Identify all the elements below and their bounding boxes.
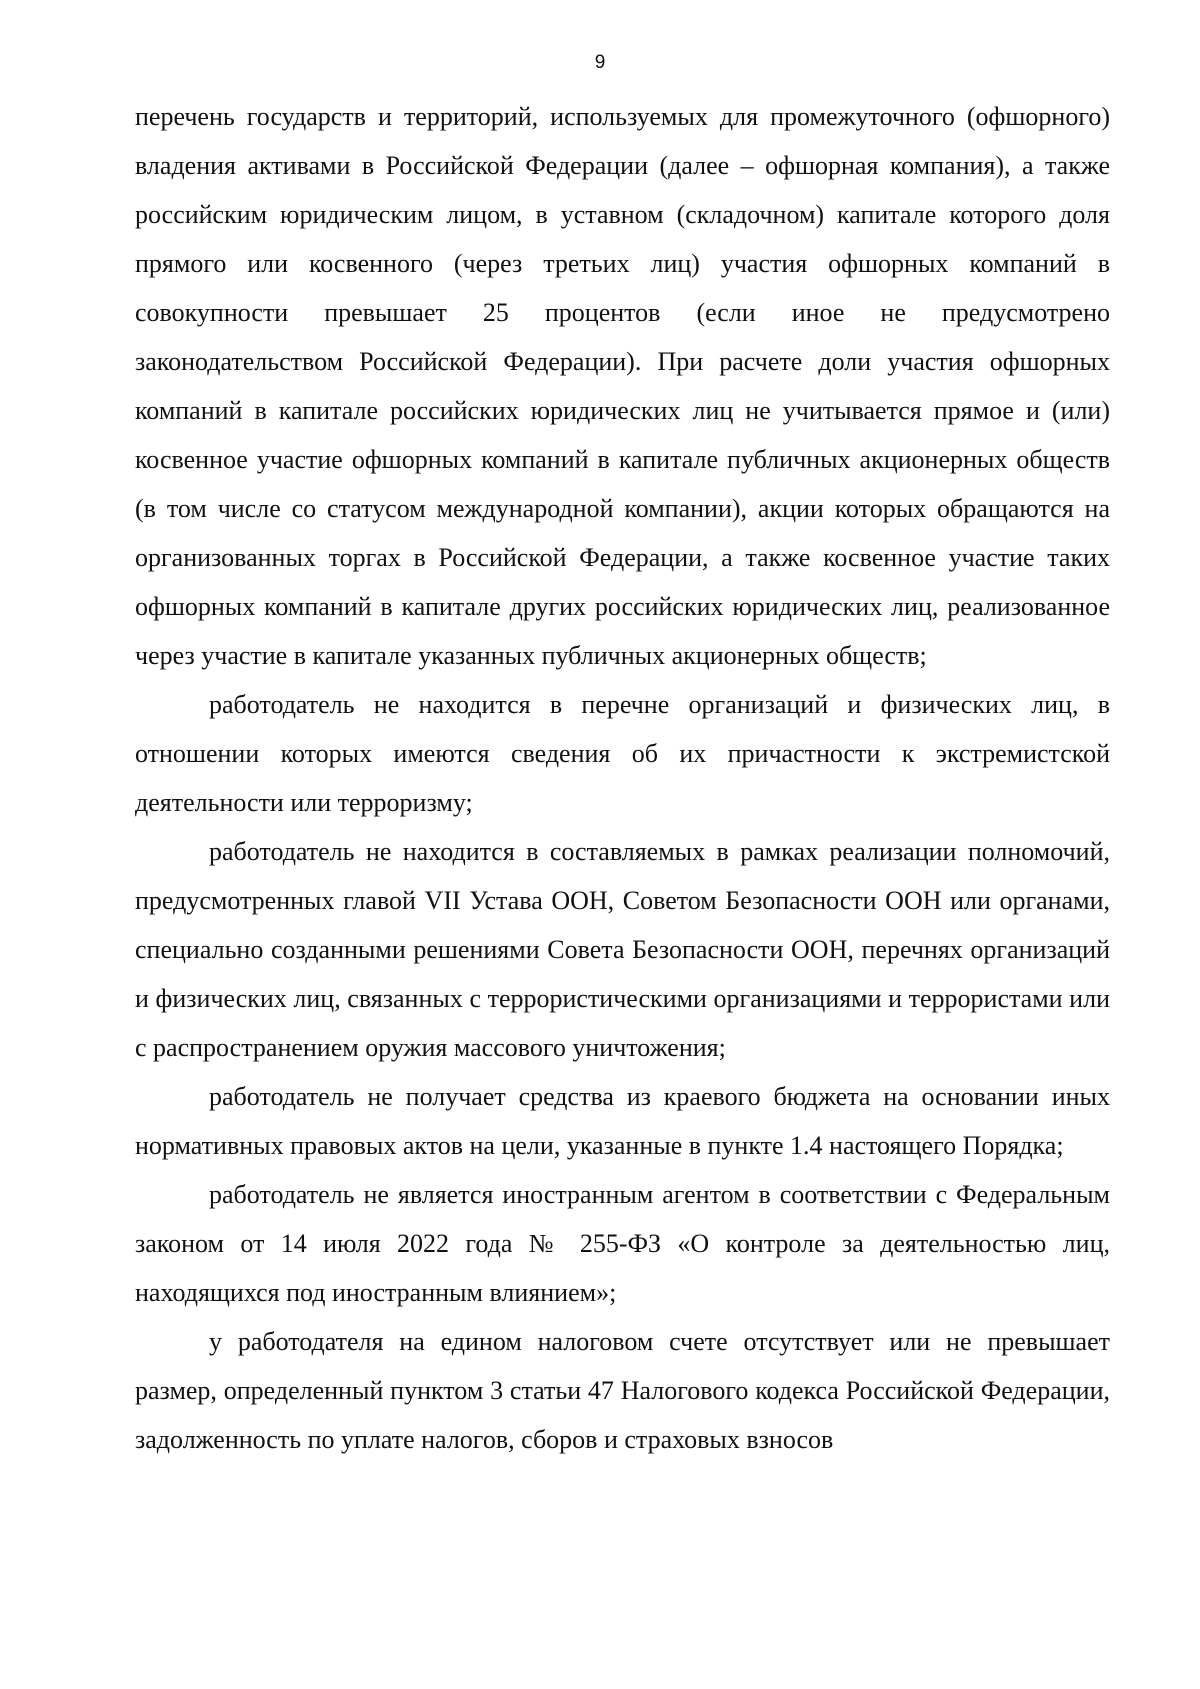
paragraph-offshore-continuation: перечень государств и территорий, используемых для промежуточного (офшорного) владения активами в Российской Федерации (далее – офшорная компания), а также российским юридическим лицом, в уставном (складочном) капитале которого доля прямого или косвенного (через третьих лиц) участия офшорных компаний в совокупности превышает 25 процентов (если иное не предусмотрено законодательством Российской Федерации). При расчете доли участия офшорных компаний в капитале российских юридических лиц не учитывается прямое и (или) косвенное участие офшорных компаний в капитале публичных акционерных обществ (в том числе со статусом международной компании), акции которых обращаются на организованных торгах в Российской Федерации, а также косвенное участие таких офшорных компаний в капитале других российских юридических лиц, реализованное через участие в капитале указанных публичных акционерных обществ;	[135, 102, 1110, 670]
paragraph-foreign-agent: работодатель не является иностранным агентом в соответствии с Федеральным законом от 14 июля 2022 года № 255-ФЗ «О контроле за деятельностью лиц, находящихся под иностранным влиянием»;	[135, 1180, 1110, 1307]
document-body	[135, 92, 1110, 1464]
paragraph-tax-account: у работодателя на едином налоговом счете отсутствует или не превышает размер, определенный пунктом 3 статьи 47 Налогового кодекса Российской Федерации, задолженность по уплате налогов, сборов и страховых взносов	[135, 1327, 1110, 1454]
page-number: 9	[594, 52, 606, 73]
paragraph-un-security-council-list: работодатель не находится в составляемых в рамках реализации полномочий, предусмотренных главой VII Устава ООН, Советом Безопасности ООН или органами, специально созданными решениями Совета Безопасности ООН, перечнях организаций и физических лиц, связанных с террористическими организациями и террористами или с распространением оружия массового уничтожения;	[135, 837, 1110, 1062]
paragraph-regional-budget: работодатель не получает средства из краевого бюджета на основании иных нормативных правовых актов на цели, указанные в пункте 1.4 настоящего Порядка;	[135, 1082, 1110, 1160]
paragraph-extremism-list: работодатель не находится в перечне организаций и физических лиц, в отношении которых имеются сведения об их причастности к экстремистской деятельности или терроризму;	[135, 690, 1110, 817]
